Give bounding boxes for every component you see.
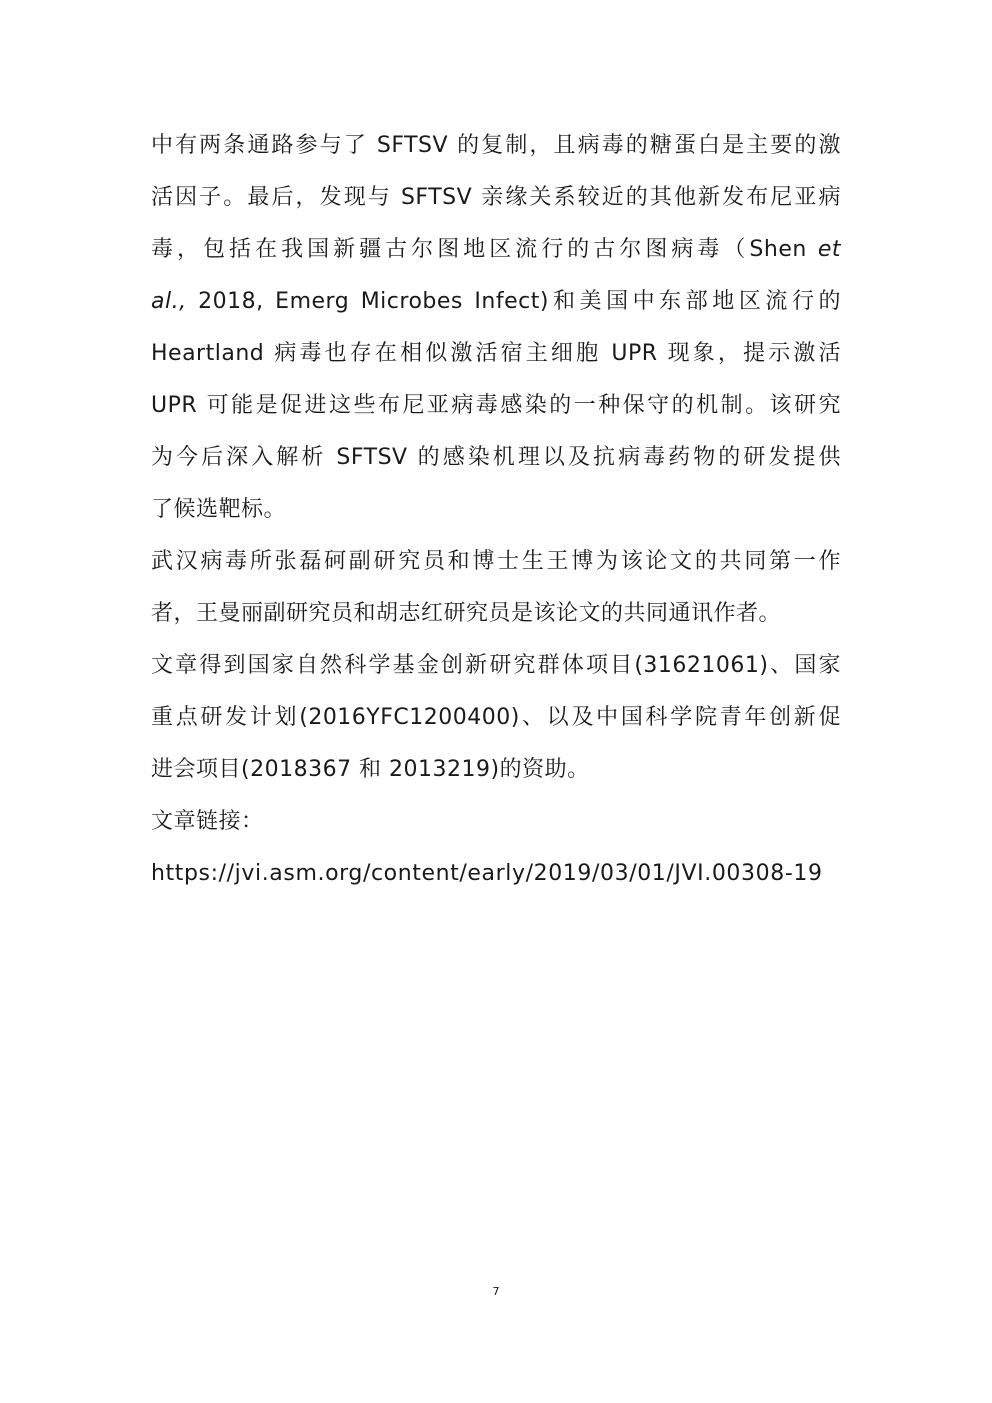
paragraph-1-line-3-text: 毒，包括在我国新疆古尔图地区流行的古尔图病毒（Shen	[151, 237, 818, 262]
paragraph-2-line-2: 者，王曼丽副研究员和胡志红研究员是该论文的共同通讯作者。	[151, 601, 782, 626]
body-text	[151, 126, 841, 906]
link-label: 文章链接：	[151, 809, 264, 834]
article-link[interactable]: https://jvi.asm.org/content/early/2019/03/01/JVI.00308-19	[151, 861, 823, 886]
paragraph-3-line-1: 文章得到国家自然科学基金创新研究群体项目(31621061)、国家	[151, 653, 841, 678]
paragraph-1-line-5: Heartland 病毒也存在相似激活宿主细胞 UPR 现象，提示激活	[151, 341, 841, 366]
paragraph-1-line-4-text: 2018, Emerg Microbes Infect)和美国中东部地区流行的	[186, 289, 841, 314]
page-number: 7	[492, 1285, 500, 1298]
paragraph-1-line-6: UPR 可能是促进这些布尼亚病毒感染的一种保守的机制。该研究	[151, 393, 841, 418]
paragraph-2-line-1: 武汉病毒所张磊砢副研究员和博士生王博为该论文的共同第一作	[151, 549, 841, 574]
paragraph-1-line-1: 中有两条通路参与了 SFTSV 的复制，且病毒的糖蛋白是主要的激	[151, 133, 841, 158]
paragraph-3-line-3: 进会项目(2018367 和 2013219)的资助。	[151, 757, 590, 782]
paragraph-1-line-4	[151, 282, 841, 334]
paragraph-1-line-2: 活因子。最后，发现与 SFTSV 亲缘关系较近的其他新发布尼亚病	[151, 185, 841, 210]
paragraph-1-line-8: 了候选靶标。	[151, 497, 287, 522]
paragraph-1-line-3	[151, 230, 841, 282]
paragraph-3-line-2: 重点研发计划(2016YFC1200400)、以及中国科学院青年创新促	[151, 705, 841, 730]
paragraph-1-line-7: 为今后深入解析 SFTSV 的感染机理以及抗病毒药物的研发提供	[151, 445, 841, 470]
citation-et: et	[817, 237, 841, 262]
citation-al: al.,	[151, 289, 187, 314]
